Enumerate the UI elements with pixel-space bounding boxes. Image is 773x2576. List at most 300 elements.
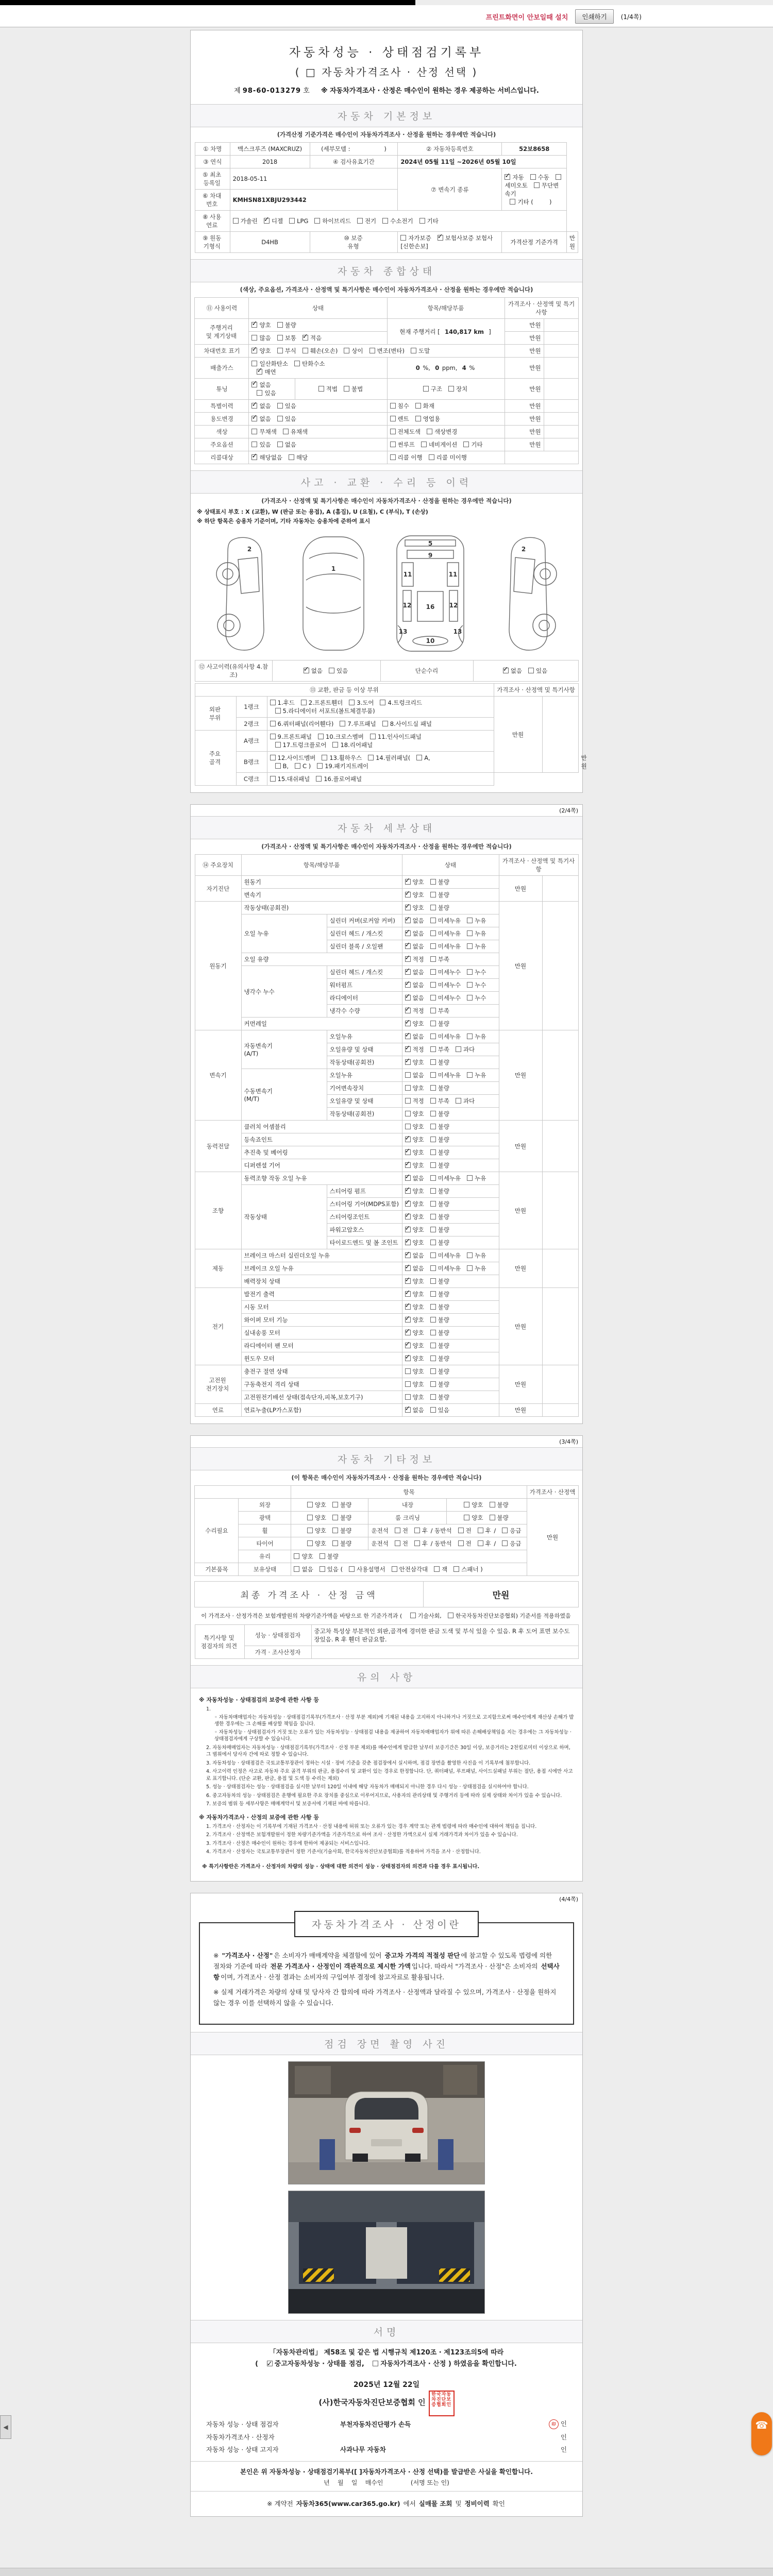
svg-text:10: 10 — [426, 637, 435, 645]
panel-rank-table: ⑬ 교환, 판금 등 이상 부위 가격조사 · 산정액 및 특기사항 외판 부위 1랭크 1.후드 2.프론트휀더 3.도어 4.트렁크리드 5.라디에이터 서포트(볼트체결부품) 만원 2랭크 6.쿼터패널(리어휀다) 7.루프패널 8.사이드실 패널 주요 골격 A랭크 9.프론트패널 10.크로스멤버 11.인사이드패널 17.트렁크플로어 18.리어패널 B랭크 12.사이드멤버 13.휠하우스 14.필러패널( A, B, C ) 19.패키지트레이 만원 C랭크 15.대쉬패널 16.플로어패널 — [195, 683, 579, 786]
label: 무채색 — [259, 428, 277, 435]
checkbox-icon[interactable] — [405, 1368, 411, 1374]
checkbox-icon[interactable] — [510, 199, 515, 205]
checkbox-icon[interactable] — [301, 700, 307, 705]
checkbox-icon[interactable] — [458, 1540, 464, 1546]
checkbox-icon[interactable] — [344, 386, 349, 392]
checkbox-icon[interactable] — [429, 454, 434, 460]
checkbox-icon[interactable] — [430, 943, 436, 949]
checkbox-icon[interactable] — [467, 1033, 473, 1039]
checkbox-icon[interactable] — [430, 1214, 436, 1219]
checkbox-icon[interactable] — [395, 1540, 400, 1546]
page-marker-2: (2/4쪽) — [559, 807, 578, 814]
cell: 만원 — [566, 232, 578, 253]
checkbox-icon[interactable] — [405, 1085, 411, 1091]
checkbox-icon[interactable] — [283, 429, 289, 434]
cell: 와이퍼 모터 기능 — [241, 1314, 402, 1327]
label: 불량 — [438, 1226, 449, 1233]
checkbox-icon[interactable] — [467, 1072, 473, 1078]
label: 6.쿼터패널(리어휀다) — [277, 720, 334, 727]
association-label: (사)한국자동차진단보증협회 — [318, 2397, 415, 2407]
checkbox-icon[interactable] — [349, 700, 355, 705]
label: 디젤 — [271, 217, 283, 225]
checkbox-icon[interactable] — [251, 382, 257, 387]
checkbox-icon[interactable] — [405, 1188, 411, 1194]
label: 양호 — [412, 1329, 424, 1336]
checkbox-icon[interactable] — [430, 1188, 436, 1194]
checkbox-icon[interactable] — [251, 361, 257, 366]
checkbox-icon[interactable] — [464, 1502, 469, 1507]
cell: 타이로드엔드 및 볼 조인트 — [327, 1236, 402, 1249]
checkbox-icon[interactable] — [414, 1528, 420, 1533]
checkbox-icon[interactable] — [410, 1613, 416, 1618]
checkbox-icon[interactable] — [405, 956, 411, 962]
checkbox-icon[interactable] — [395, 1528, 400, 1533]
label: 없음 — [412, 969, 424, 976]
checkbox-icon[interactable] — [490, 1502, 495, 1507]
cell — [195, 731, 236, 786]
checkbox-icon[interactable] — [405, 1162, 411, 1168]
cell — [249, 319, 387, 332]
checkbox-icon[interactable] — [430, 1381, 436, 1387]
label: 보험사보증 보험사[신한손보] — [400, 234, 493, 250]
label: 부족 — [438, 1046, 449, 1053]
checkbox-icon[interactable] — [467, 1265, 473, 1271]
label: 양호 — [412, 1162, 424, 1169]
checkbox-icon[interactable] — [502, 1528, 508, 1533]
checkbox-icon[interactable] — [448, 1613, 453, 1618]
checkbox-icon[interactable] — [430, 1098, 436, 1104]
checkbox-icon[interactable] — [270, 755, 276, 760]
checkbox-icon[interactable] — [430, 1355, 436, 1361]
checkbox-icon[interactable] — [430, 1124, 436, 1129]
checkbox-icon[interactable] — [405, 1059, 411, 1065]
cell: 자기진단 — [195, 876, 241, 902]
checkbox-icon[interactable] — [390, 403, 396, 409]
checkbox-icon[interactable] — [430, 1033, 436, 1039]
checkbox-icon[interactable] — [405, 879, 411, 885]
cell: 만원 — [527, 1499, 578, 1576]
cell: 1랭크 — [236, 697, 267, 718]
checkbox-icon[interactable] — [405, 1343, 411, 1348]
checkbox-icon[interactable] — [307, 1502, 313, 1507]
checkbox-icon[interactable] — [251, 442, 257, 447]
checkbox-icon[interactable] — [405, 1214, 411, 1219]
label: 불량 — [327, 1553, 339, 1560]
checkbox-icon[interactable] — [430, 930, 436, 936]
checkbox-icon[interactable] — [251, 348, 257, 353]
label: 양호 — [412, 1316, 424, 1324]
checkbox-icon[interactable] — [430, 1175, 436, 1181]
sign-date: 2025년 12월 22일 — [353, 2380, 420, 2389]
cell — [387, 451, 505, 464]
checkbox-icon[interactable] — [430, 918, 436, 923]
checkbox-icon[interactable] — [307, 1540, 313, 1546]
checkbox-icon[interactable] — [430, 1008, 436, 1013]
checkbox-icon[interactable] — [318, 734, 324, 739]
checkbox-icon[interactable] — [294, 1566, 299, 1572]
print-button[interactable]: 인쇄하기 — [575, 9, 613, 24]
checkbox-icon[interactable] — [332, 1528, 338, 1533]
checkbox-icon[interactable] — [467, 918, 473, 923]
checkbox-icon[interactable] — [405, 918, 411, 923]
buyer-date-line: 년 월 일 매수인 (서명 또는 인) — [324, 2479, 449, 2486]
checkbox-icon[interactable] — [370, 734, 376, 739]
checkbox-icon[interactable] — [456, 1098, 461, 1104]
checkbox-icon[interactable] — [251, 429, 257, 434]
checkbox-icon[interactable] — [320, 1566, 325, 1572]
checkbox-icon[interactable] — [405, 1021, 411, 1026]
checkbox-icon[interactable] — [453, 1566, 459, 1572]
checkbox-icon[interactable] — [251, 322, 257, 328]
label: 상이 — [351, 347, 363, 354]
checkbox-icon[interactable] — [505, 174, 510, 180]
checkbox-icon[interactable] — [405, 930, 411, 936]
svg-text:12: 12 — [402, 602, 412, 609]
checkbox-icon[interactable] — [373, 2361, 378, 2366]
checkbox-icon[interactable] — [316, 776, 322, 782]
label: 전문 가격조사 · 산정인이 객관적으로 제시한 가액 — [270, 1962, 411, 1970]
checkbox-icon[interactable] — [458, 1528, 464, 1533]
checkbox-icon[interactable] — [380, 700, 385, 705]
checkbox-icon[interactable] — [430, 1265, 436, 1271]
cell — [267, 697, 494, 718]
checkbox-icon[interactable] — [430, 1227, 436, 1232]
checkbox-icon[interactable] — [430, 1330, 436, 1335]
checkbox-icon[interactable] — [430, 1201, 436, 1207]
checkbox-icon[interactable] — [430, 1304, 436, 1310]
checkbox-icon[interactable] — [430, 1149, 436, 1155]
checkbox-icon[interactable] — [503, 668, 509, 673]
checkbox-icon[interactable] — [405, 1201, 411, 1207]
checkbox-icon[interactable] — [430, 1240, 436, 1245]
checkbox-icon[interactable] — [430, 1291, 436, 1297]
checkbox-icon[interactable] — [304, 668, 309, 673]
checkbox-icon[interactable] — [416, 755, 422, 760]
cell: 단순수리 — [380, 660, 473, 682]
checkbox-icon[interactable] — [368, 755, 374, 760]
checkbox-icon[interactable] — [405, 1304, 411, 1310]
checkbox-icon[interactable] — [463, 442, 469, 447]
cell: 만원 — [505, 345, 544, 358]
checkbox-icon[interactable] — [382, 218, 388, 224]
checkbox-icon[interactable] — [329, 668, 334, 673]
checkbox-icon[interactable] — [392, 1566, 397, 1572]
cell: 가격조사 · 산정액 및 특기사항 — [499, 855, 578, 876]
checkbox-icon[interactable] — [289, 218, 295, 224]
checkbox-icon[interactable] — [400, 235, 406, 241]
label: / 동반석 — [429, 1540, 452, 1547]
checkbox-icon[interactable] — [405, 1381, 411, 1387]
checkbox-icon[interactable] — [251, 454, 257, 460]
label: 도말 — [418, 347, 430, 354]
checkbox-icon[interactable] — [530, 174, 536, 180]
checkbox-icon[interactable] — [405, 1355, 411, 1361]
checkbox-icon[interactable] — [467, 969, 473, 975]
checkbox-icon[interactable] — [430, 1368, 436, 1374]
checkbox-icon[interactable] — [430, 1343, 436, 1348]
checkbox-icon[interactable] — [405, 1111, 411, 1116]
checkbox-icon[interactable] — [340, 721, 345, 726]
checkbox-icon[interactable] — [430, 1317, 436, 1323]
checkbox-icon[interactable] — [430, 879, 436, 885]
checkbox-icon[interactable] — [405, 1046, 411, 1052]
checkbox-icon[interactable] — [419, 218, 425, 224]
checkbox-icon[interactable] — [390, 442, 396, 447]
checkbox-icon[interactable] — [294, 1553, 299, 1559]
checkbox-icon[interactable] — [257, 369, 262, 375]
label: 불량 — [340, 1540, 352, 1547]
checkbox-icon[interactable] — [303, 335, 308, 341]
checkbox-icon[interactable] — [251, 403, 257, 409]
checkbox-icon[interactable] — [344, 348, 349, 353]
checkbox-icon[interactable] — [405, 1394, 411, 1400]
checkbox-icon[interactable] — [349, 1566, 355, 1572]
checkbox-icon[interactable] — [390, 416, 396, 421]
checkbox-icon[interactable] — [270, 734, 276, 739]
checkbox-icon[interactable] — [314, 218, 320, 224]
label: 운전석 — [371, 1527, 389, 1534]
checkbox-icon[interactable] — [528, 668, 534, 673]
label: 후 — [485, 1540, 491, 1547]
checkbox-icon[interactable] — [415, 416, 421, 421]
checkbox-icon[interactable] — [277, 442, 283, 447]
stamp-char: 인 — [560, 2433, 567, 2441]
checkbox-icon[interactable] — [430, 1059, 436, 1065]
checkbox-icon[interactable] — [502, 1540, 508, 1546]
checkbox-icon[interactable] — [405, 1098, 411, 1104]
checkbox-icon[interactable] — [405, 943, 411, 949]
checkbox-icon[interactable] — [430, 1278, 436, 1284]
checkbox-icon[interactable] — [430, 1137, 436, 1142]
checkbox-icon[interactable] — [467, 930, 473, 936]
cell: 작동상태(공회전) — [241, 902, 402, 914]
checkbox-icon[interactable] — [405, 1407, 411, 1413]
cell — [542, 876, 578, 902]
checkbox-icon[interactable] — [405, 982, 411, 988]
checkbox-icon[interactable] — [464, 1515, 469, 1520]
checkbox-icon[interactable] — [430, 995, 436, 1001]
checkbox-icon[interactable] — [421, 442, 427, 447]
checkbox-icon[interactable] — [303, 348, 308, 353]
label: 양호 — [412, 1355, 424, 1362]
cell — [447, 1499, 527, 1512]
checkbox-icon[interactable] — [430, 956, 436, 962]
checkbox-icon[interactable] — [405, 905, 411, 910]
notice-line: ※ 자동차성능 · 상태점검의 보증에 관한 사항 등 — [199, 1697, 319, 1703]
cell — [402, 1018, 499, 1030]
label: 양호 — [412, 1188, 424, 1195]
checkbox-icon[interactable] — [430, 1046, 436, 1052]
checkbox-icon[interactable] — [257, 390, 262, 396]
checkbox-icon[interactable] — [427, 429, 432, 434]
checkbox-icon[interactable] — [277, 403, 283, 409]
checkbox-icon[interactable] — [414, 1540, 420, 1546]
checkbox-icon[interactable] — [251, 416, 257, 421]
checkbox-icon[interactable] — [270, 776, 276, 782]
checkbox-icon[interactable] — [289, 454, 294, 460]
cell: 디퍼렌셜 기어 — [241, 1159, 402, 1172]
checkbox-icon[interactable] — [405, 1317, 411, 1323]
checkbox-icon[interactable] — [467, 1175, 473, 1181]
cell — [387, 358, 505, 379]
checkbox-icon[interactable] — [390, 429, 396, 434]
checkbox-icon[interactable] — [456, 1046, 461, 1052]
checkbox-icon[interactable] — [320, 1553, 325, 1559]
checkbox-icon[interactable] — [405, 1175, 411, 1181]
label: 불량 — [438, 1355, 449, 1362]
checkbox-icon[interactable] — [405, 1072, 411, 1078]
cell — [195, 319, 249, 345]
checkbox-icon[interactable] — [332, 1502, 338, 1507]
label: 누유 — [475, 1265, 486, 1272]
checkbox-icon[interactable] — [423, 386, 429, 392]
checkbox-icon[interactable] — [405, 1278, 411, 1284]
checkbox-icon[interactable] — [307, 1515, 313, 1520]
checkbox-icon[interactable] — [332, 1515, 338, 1520]
checkbox-icon[interactable] — [251, 335, 257, 341]
checkbox-icon[interactable] — [430, 1021, 436, 1026]
checkbox-icon[interactable] — [430, 1072, 436, 1078]
checkbox-icon[interactable] — [405, 1330, 411, 1335]
checkbox-icon[interactable] — [467, 943, 473, 949]
checkbox-icon[interactable] — [448, 386, 454, 392]
checkbox-icon[interactable] — [467, 995, 473, 1001]
cell: 타이어 — [239, 1537, 291, 1550]
checkbox-icon[interactable] — [411, 348, 416, 353]
checkbox-icon[interactable] — [332, 1540, 338, 1546]
label: 실매물 조회 — [418, 2499, 452, 2507]
checkbox-icon[interactable] — [430, 982, 436, 988]
label: 훼손(오손) — [310, 347, 338, 354]
cell: 실린더 헤드 / 개스킷 — [327, 966, 402, 979]
checkbox-icon[interactable] — [430, 1162, 436, 1168]
checkbox-icon[interactable] — [430, 892, 436, 897]
checkbox-icon[interactable] — [317, 763, 323, 769]
cell: 오일 유량 — [241, 953, 402, 966]
checkbox-icon[interactable] — [467, 982, 473, 988]
checkbox-icon[interactable] — [430, 1394, 436, 1400]
checkbox-icon[interactable] — [430, 1252, 436, 1258]
cell: A랭크 — [236, 731, 267, 752]
label: 없음 — [412, 930, 424, 937]
checkbox-icon[interactable] — [405, 995, 411, 1001]
checkbox-icon[interactable] — [478, 1540, 483, 1546]
label: 양호 — [412, 1394, 424, 1401]
checkbox-icon[interactable] — [277, 416, 283, 421]
checkbox-icon[interactable] — [405, 969, 411, 975]
label: 없음 — [259, 402, 271, 410]
label: 이 가격조사 · 산정가격은 보험개발원의 차량기준가액을 바탕으로 한 기준가격과 ( — [201, 1613, 404, 1619]
checkbox-icon[interactable] — [415, 403, 421, 409]
label: B, — [282, 762, 289, 770]
checkbox-icon[interactable] — [405, 1227, 411, 1232]
checkbox-icon[interactable] — [277, 348, 283, 353]
checkbox-icon[interactable] — [357, 218, 363, 224]
label: 4 — [462, 364, 466, 371]
checkbox-icon[interactable] — [478, 1528, 483, 1533]
checkbox-icon[interactable] — [369, 348, 375, 353]
checkbox-icon[interactable] — [275, 763, 281, 769]
cell — [291, 1499, 368, 1512]
checkbox-icon[interactable] — [275, 708, 281, 714]
collapse-arrow-tab[interactable]: ◀ — [0, 2415, 11, 2439]
checkbox-icon[interactable] — [430, 969, 436, 975]
label: 10.크로스멤버 — [326, 733, 364, 740]
checkbox-icon[interactable] — [405, 1033, 411, 1039]
checkbox-icon[interactable] — [267, 2361, 273, 2366]
checkbox-icon[interactable] — [405, 1149, 411, 1155]
checkbox-icon[interactable] — [556, 174, 561, 180]
checkbox-icon[interactable] — [438, 235, 443, 241]
cell: 항목 — [291, 1486, 527, 1499]
cell: ⑭ 주요장치 — [195, 855, 241, 876]
checkbox-icon[interactable] — [405, 1124, 411, 1129]
label: 변조(변타) — [377, 347, 405, 354]
cell: 52보8658 — [502, 143, 566, 156]
checkbox-icon[interactable] — [405, 1240, 411, 1245]
checkbox-icon[interactable] — [295, 763, 300, 769]
cell: 만원 — [505, 426, 544, 438]
checkbox-icon[interactable] — [405, 1008, 411, 1013]
notice-line: ◦ 자동차매매업자는 자동차성능 · 상태점검기록부(가격조사 · 산정 부분 제외)에 기재된 내용을 고지하지 아니하거나 거짓으로 고지함으로써 매수인에게 재산상 손해가 발생한 경우에는 그 손해를 배상할 책임을 집니다. — [214, 1714, 574, 1727]
checkbox-icon[interactable] — [490, 1515, 495, 1520]
checkbox-icon[interactable] — [270, 721, 276, 726]
checkbox-icon[interactable] — [322, 755, 327, 760]
checkbox-icon[interactable] — [277, 335, 283, 341]
checkbox-icon[interactable] — [294, 361, 300, 366]
label: 있음 — [284, 415, 296, 422]
cell: 충전구 절연 상태 — [241, 1365, 402, 1378]
checkbox-icon[interactable] — [390, 454, 396, 460]
cell: 가격산정 기준가격 — [502, 232, 566, 253]
checkbox-icon[interactable] — [434, 1566, 440, 1572]
label: 수동 — [537, 173, 549, 181]
floating-contact-button[interactable] — [751, 2412, 772, 2455]
checkbox-icon[interactable] — [430, 1111, 436, 1116]
checkbox-icon[interactable] — [405, 1252, 411, 1258]
checkbox-icon[interactable] — [275, 742, 281, 748]
cell: 휠 — [239, 1524, 291, 1537]
label: 은 소비자가 매매계약을 체결함에 있어 — [274, 1951, 384, 1959]
label: ⑩ 보증 — [344, 234, 363, 242]
checkbox-icon[interactable] — [405, 892, 411, 897]
checkbox-icon[interactable] — [430, 1085, 436, 1091]
label: 탄화수소 — [302, 360, 325, 367]
notice-line: 7. 보증의 범위 등 세부사항은 매매계약서 및 보증서에 기재된 바에 따릅니다. — [206, 1801, 370, 1807]
checkbox-icon[interactable] — [277, 322, 283, 328]
checkbox-icon[interactable] — [405, 1137, 411, 1142]
checkbox-icon[interactable] — [233, 218, 239, 224]
checkbox-icon[interactable] — [430, 905, 436, 910]
checkbox-icon[interactable] — [405, 1265, 411, 1271]
checkbox-icon[interactable] — [534, 182, 540, 188]
checkbox-icon[interactable] — [307, 1528, 313, 1533]
cell: 동력조향 작동 오일 누유 — [241, 1172, 402, 1185]
cell: 만원 — [499, 1121, 542, 1172]
checkbox-icon[interactable] — [382, 721, 388, 726]
checkbox-icon[interactable] — [270, 700, 276, 705]
checkbox-icon[interactable] — [467, 1252, 473, 1258]
checkbox-icon[interactable] — [405, 1291, 411, 1297]
checkbox-icon[interactable] — [318, 386, 324, 392]
cell — [195, 1365, 241, 1404]
label: 미세누유 — [438, 930, 461, 937]
checkbox-icon[interactable] — [332, 742, 338, 748]
cell — [249, 332, 387, 345]
checkbox-icon[interactable] — [430, 1407, 436, 1413]
checkbox-icon[interactable] — [264, 218, 270, 224]
